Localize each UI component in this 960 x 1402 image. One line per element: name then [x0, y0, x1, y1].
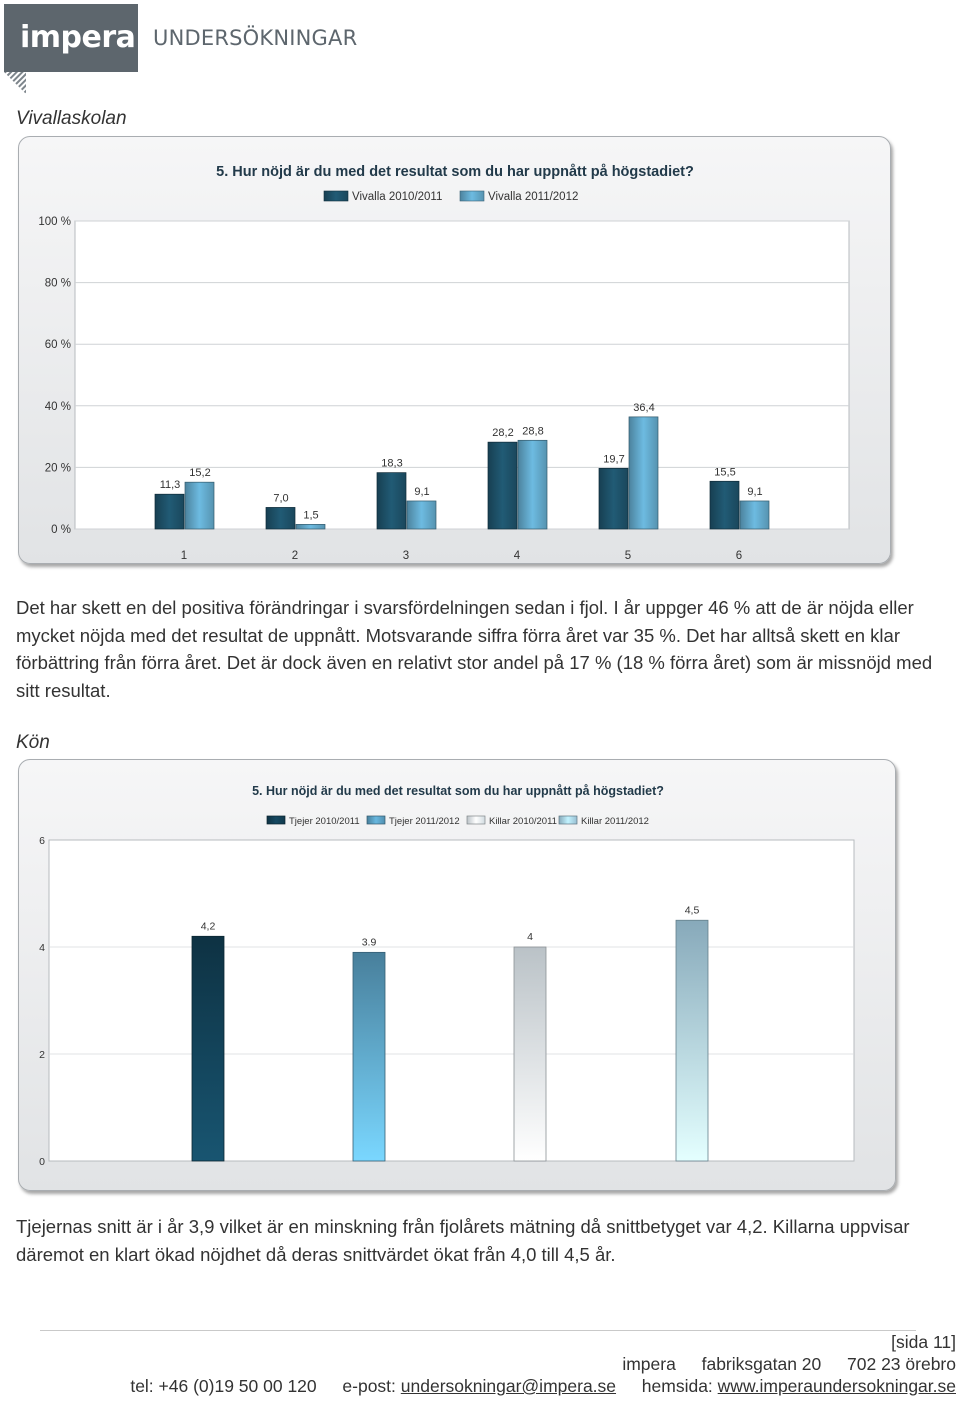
bar-2: [353, 952, 385, 1161]
y-tick-label: 60 %: [44, 339, 71, 352]
data-label: 3.9: [361, 936, 377, 949]
y-tick-label: 6: [39, 835, 45, 847]
logo-text: impera: [20, 20, 136, 55]
footer-web-label: hemsida:: [641, 1376, 713, 1396]
bar-2-3: [407, 501, 436, 529]
data-label: 9,1: [747, 485, 763, 498]
data-label: 19,7: [603, 453, 625, 466]
data-label: 15,5: [714, 466, 736, 479]
footer-contact: [130, 1376, 956, 1397]
y-tick-label: 100 %: [38, 216, 71, 228]
bar-1-4: [488, 442, 517, 529]
bar-3: [514, 947, 546, 1161]
footer-address: [622, 1354, 956, 1375]
footer-divider: [40, 1330, 916, 1331]
x-tick-label: 4: [513, 550, 521, 562]
y-tick-label: 0: [39, 1156, 45, 1168]
bar-1-3: [377, 473, 406, 529]
data-label: 11,3: [159, 479, 181, 492]
chart-kon-frame: [18, 759, 896, 1191]
bar-2-4: [518, 440, 547, 529]
data-label: 4,2: [200, 920, 216, 933]
legend-label-1: Tjejer 2010/2011: [289, 816, 360, 827]
bar-2-5: [629, 417, 658, 529]
impera-logo: [4, 4, 138, 72]
y-tick-label: 40 %: [44, 400, 71, 413]
chart-vivalla-title: 5. Hur nöjd är du med det resultat som du har uppnått på högstadiet?: [216, 164, 694, 180]
x-tick-label: 6: [735, 550, 743, 562]
legend-label-1: Vivalla 2010/2011: [352, 191, 443, 203]
bar-4: [676, 920, 708, 1161]
legend-label-2: Vivalla 2011/2012: [488, 191, 579, 203]
plot-area: [49, 840, 854, 1161]
data-label: 4,5: [684, 904, 700, 917]
y-tick-label: 2: [39, 1049, 45, 1061]
section-label-vivallaskolan: Vivallaskolan: [16, 108, 127, 129]
footer-email-label: e-post:: [342, 1376, 396, 1396]
page-number: [sida 11]: [891, 1332, 956, 1352]
bar-1: [192, 936, 224, 1161]
legend-swatch-4: [559, 816, 577, 824]
data-label: 4: [527, 931, 533, 943]
legend-swatch-1: [267, 816, 285, 824]
x-tick-label: 2: [291, 550, 299, 562]
data-label: 7,0: [273, 492, 289, 505]
data-label: 9,1: [414, 485, 430, 498]
data-label: 28,8: [522, 425, 544, 438]
data-label: 1,5: [303, 509, 319, 522]
legend-swatch-1: [324, 191, 348, 201]
paragraph-vivalla: Det har skett en del positiva förändringar i svarsfördelningen sedan i fjol. I år uppger 46 % att de är nöjda eller mycket nöjda med det resultat de uppnått. Motsvarande siffra förra året var 35 %. Det har alltså skett en klar förbättring från förra året. Det är dock även en relativt stor andel på 17 % (18 % förra året) som är missnöjd med sitt resultat.: [16, 597, 933, 701]
legend-swatch-2: [367, 816, 385, 824]
bar-2-6: [740, 501, 769, 529]
legend-label-2: Tjejer 2011/2012: [389, 816, 460, 827]
bar-1-1: [155, 494, 184, 529]
chart-vivalla: [19, 137, 892, 565]
legend-swatch-3: [467, 816, 485, 824]
paragraph-kon: Tjejernas snitt är i år 3,9 vilket är en minskning från fjolårets mätning då snittbetyget var 4,2. Killarna uppvisar däremot en klart ökad nöjdhet då deras snittvärdet ökat från 4,0 till 4,5 år.: [16, 1216, 910, 1265]
footer-city: 702 23 örebro: [847, 1354, 956, 1374]
chart-kon: [19, 760, 897, 1192]
data-label: 36,4: [633, 401, 655, 414]
x-tick-label: 3: [402, 550, 410, 562]
footer-tel: tel: +46 (0)19 50 00 120: [130, 1376, 317, 1396]
logo-subtitle: UNDERSÖKNINGAR: [153, 26, 358, 50]
y-tick-label: 4: [39, 942, 45, 954]
x-tick-label: 5: [624, 550, 632, 562]
footer-web-link[interactable]: www.imperaundersokningar.se: [717, 1376, 956, 1396]
y-tick-label: 0 %: [51, 524, 71, 536]
bar-2-2: [296, 524, 325, 529]
bar-1-5: [599, 468, 628, 529]
legend-label-4: Killar 2011/2012: [581, 816, 649, 827]
y-tick-label: 20 %: [44, 462, 71, 475]
section-label-kon: Kön: [16, 732, 50, 753]
y-tick-label: 80 %: [44, 277, 71, 290]
footer-company: impera: [622, 1354, 676, 1374]
bar-1-2: [266, 507, 295, 529]
footer-email-link[interactable]: undersokningar@impera.se: [400, 1376, 617, 1396]
footer-street: fabriksgatan 20: [701, 1354, 822, 1374]
chart-vivalla-frame: [18, 136, 891, 564]
chart-kon-title: 5. Hur nöjd är du med det resultat som du har uppnått på högstadiet?: [252, 784, 664, 798]
logo-corner-hatch-icon: [4, 72, 26, 94]
legend-swatch-2: [460, 191, 484, 201]
data-label: 28,2: [492, 427, 514, 440]
bar-1-6: [710, 481, 739, 529]
bar-2-1: [185, 482, 214, 529]
data-label: 18,3: [381, 457, 403, 470]
x-tick-label: 1: [180, 550, 188, 562]
legend-label-3: Killar 2010/2011: [489, 816, 557, 827]
data-label: 15,2: [189, 467, 211, 480]
